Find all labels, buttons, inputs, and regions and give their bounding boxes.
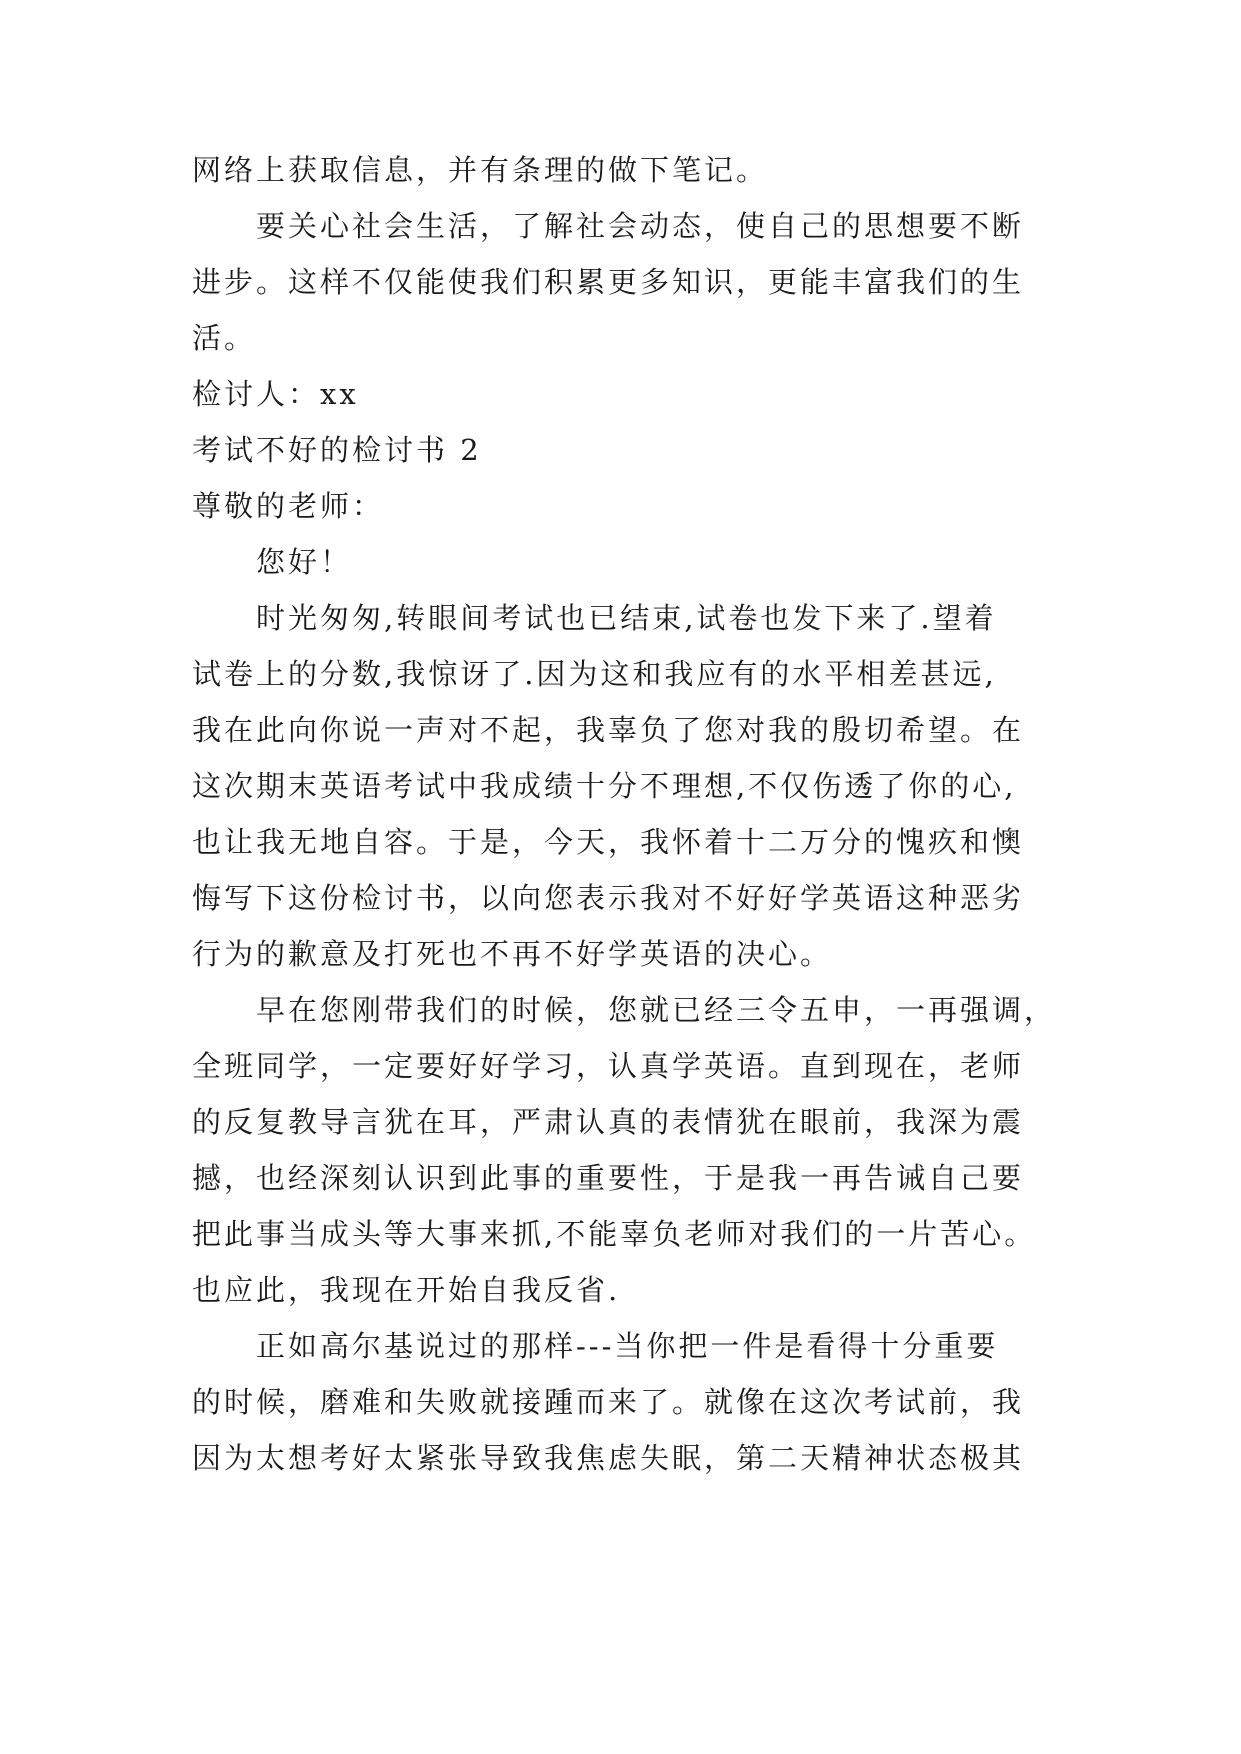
text-line: 时光匆匆,转眼间考试也已结束,试卷也发下来了.望着	[256, 601, 997, 635]
salutation: 尊敬的老师：	[192, 489, 385, 523]
text-line: 全班同学，一定要好好学习，认真学英语。直到现在，老师	[192, 1049, 1025, 1083]
text-line: 把此事当成头等大事来抓,不能辜负老师对我们的一片苦心。	[192, 1217, 1037, 1251]
text-line: 的反复教导言犹在耳，严肃认真的表情犹在眼前，我深为震	[192, 1105, 1025, 1139]
greeting: 您好！	[256, 545, 353, 579]
text-line: 也应此，我现在开始自我反省.	[192, 1273, 621, 1307]
text-line: 的时候，磨难和失败就接踵而来了。就像在这次考试前，我	[192, 1385, 1025, 1419]
text-line: 行为的歉意及打死也不再不好学英语的决心。	[192, 937, 833, 971]
text-line: 悔写下这份检讨书，以向您表示我对不好好学英语这种恶劣	[192, 881, 1025, 915]
text-line: 早在您刚带我们的时候，您就已经三令五申，一再强调，	[256, 993, 1057, 1027]
text-line: 试卷上的分数,我惊讶了.因为这和我应有的水平相差甚远,	[192, 657, 997, 691]
signature-line: 检讨人：xx	[192, 377, 359, 411]
text-line: 因为太想考好太紧张导致我焦虑失眠，第二天精神状态极其	[192, 1441, 1025, 1475]
text-line: 正如高尔基说过的那样---当你把一件是看得十分重要	[256, 1329, 999, 1363]
section-title: 考试不好的检讨书 2	[192, 433, 482, 467]
text-line: 要关心社会生活，了解社会动态，使自己的思想要不断	[256, 209, 1025, 243]
text-line: 我在此向你说一声对不起，我辜负了您对我的殷切希望。在	[192, 713, 1025, 747]
text-line: 进步。这样不仅能使我们积累更多知识，更能丰富我们的生	[192, 265, 1025, 299]
text-line: 这次期末英语考试中我成绩十分不理想,不仅伤透了你的心,	[192, 769, 1017, 803]
text-line: 网络上获取信息，并有条理的做下笔记。	[192, 153, 769, 187]
text-line: 也让我无地自容。于是，今天，我怀着十二万分的愧疚和懊	[192, 825, 1025, 859]
text-line: 撼，也经深刻认识到此事的重要性，于是我一再告诫自己要	[192, 1161, 1025, 1195]
text-line: 活。	[192, 321, 257, 355]
